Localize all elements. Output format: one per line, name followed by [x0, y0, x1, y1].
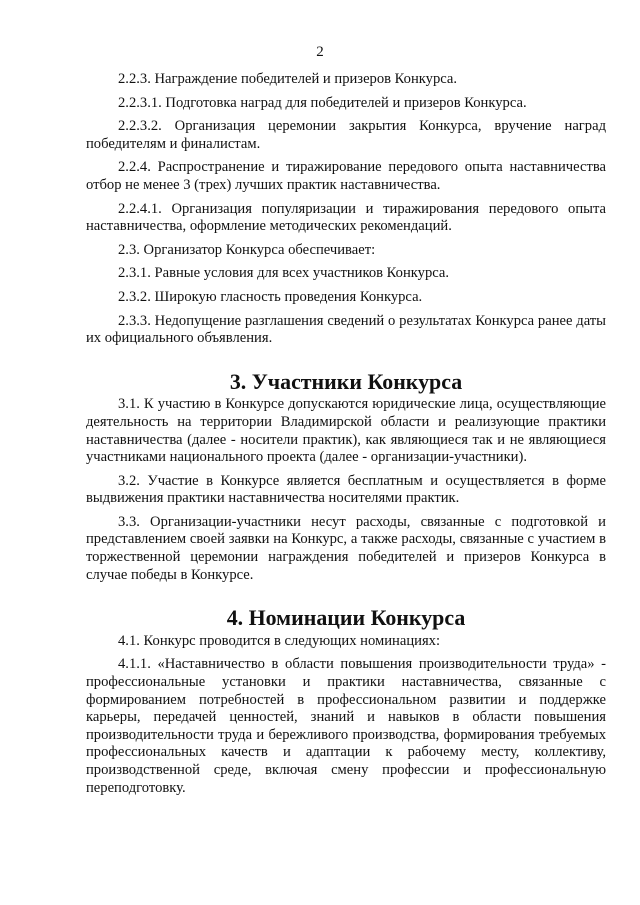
paragraph-2-2-4-1: 2.2.4.1. Организация популяризации и тиражирования передового опыта наставничества, оформление методических рекомендаций.: [86, 200, 606, 235]
paragraph-4-1-1: 4.1.1. «Наставничество в области повышения производительности труда» - профессиональные установки и практики наставничества, связанные с формированием потребностей в профессиональном развитии и поддержке карьеры, передачей ценностей, знаний и навыков в области повышения производительности труда и бережливого производства, формирования требуемых профессиональных качеств и адаптации к рабочему месту, коллективу, производственной среде, включая смену профессии и профессиональную переподготовку.: [86, 656, 606, 796]
paragraph-3-1: 3.1. К участию в Конкурсе допускаются юридические лица, осуществляющие деятельность на территории Владимирской области и реализующие практики наставничества (далее - носители практик), как являющиеся так и не являющиеся участниками национального проекта (далее - организации-участники).: [86, 396, 606, 466]
paragraph-2-3-1: 2.3.1. Равные условия для всех участников Конкурса.: [118, 265, 450, 282]
paragraph-2-2-3: 2.2.3. Награждение победителей и призеров Конкурса.: [118, 71, 458, 87]
paragraph-2-2-3-1: 2.2.3.1. Подготовка наград для победителей и призеров Конкурса.: [118, 94, 527, 111]
paragraph-2-2-4: 2.2.4. Распространение и тиражирование передового опыта наставничества отбор не менее 3 (трех) лучших практик наставничества.: [86, 159, 606, 193]
section-heading-participants: 3. Участники Конкурса: [229, 368, 463, 394]
paragraph-2-3-3: 2.3.3. Недопущение разглашения сведений о результатах Конкурса ранее даты их официального объявления.: [86, 312, 606, 347]
paragraph-2-2-3-2: 2.2.3.2. Организация церемонии закрытия Конкурса, вручение наград победителям и финалистам.: [86, 118, 606, 152]
paragraph-2-3: 2.3. Организатор Конкурса обеспечивает:: [118, 241, 376, 258]
section-heading-nominations: 4. Номинации Конкурса: [226, 605, 466, 631]
paragraph-2-3-2: 2.3.2. Широкую гласность проведения Конкурса.: [118, 288, 423, 305]
paragraph-3-2: 3.2. Участие в Конкурсе является бесплатным и осуществляется в форме выдвижения практики наставничества носителями практик.: [86, 472, 606, 507]
paragraph-3-3: 3.3. Организации-участники несут расходы, связанные с подготовкой и представлением своей заявки на Конкурс, а также расходы, связанные с участием в торжественной церемонии награждения победителей и призеров Конкурса в случае победы в Конкурсе.: [86, 513, 606, 583]
document-body: [86, 71, 606, 803]
page-number: 2: [316, 44, 324, 60]
paragraph-4-1: 4.1. Конкурс проводится в следующих номинациях:: [118, 632, 441, 649]
